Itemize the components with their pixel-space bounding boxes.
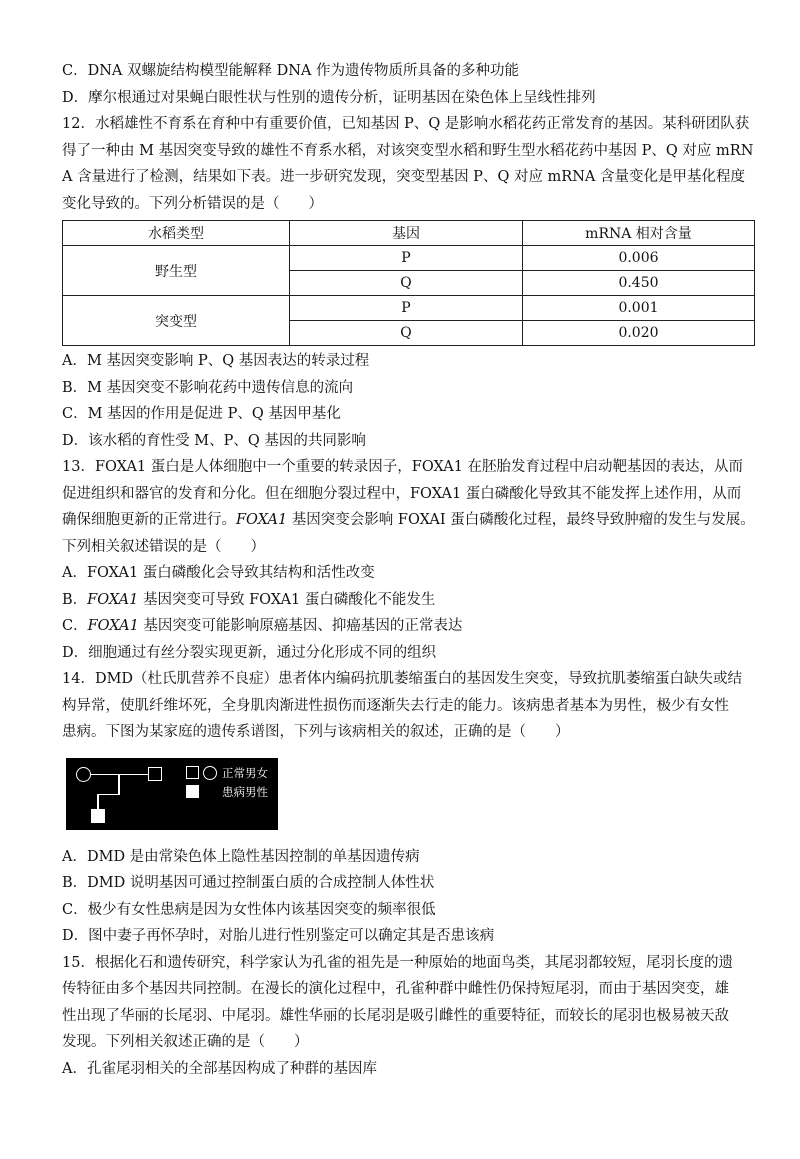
child-line: [97, 794, 99, 810]
q12-stem-line-3: A 含量进行了检测，结果如下表。进一步研究发现，突变型基因 P、Q 对应 mRNA 含量变化是甲基化程度: [62, 169, 745, 185]
table-header-row: [63, 221, 755, 246]
descent-line: [118, 774, 120, 795]
gene-name-italic: FOXA1: [87, 591, 139, 608]
q13-stem-line-2: 促进组织和器官的发育和分化。但在细胞分裂过程中，FOXA1 蛋白磷酸化导致其不能发挥上述作用，从而: [62, 485, 742, 502]
mrna-table: [62, 220, 755, 346]
q12-option-b: B．M 基因突变不影响花药中遗传信息的流向: [62, 379, 354, 396]
mother-circle-icon: [76, 767, 91, 782]
legend-affected-male-icon: [186, 785, 199, 798]
gene-cell: P: [290, 296, 523, 321]
gene-cell: Q: [290, 271, 523, 296]
legend-normal-male-icon: [186, 766, 199, 779]
q11-option-d: D．摩尔根通过对果蝇白眼性状与性别的遗传分析，证明基因在染色体上呈线性排列: [62, 89, 596, 106]
q14-stem-line-2: 构异常，使肌纤维坏死，全身肌肉渐进性损伤而逐渐失去行走的能力。该病患者基本为男性，极少有女性: [62, 697, 729, 714]
q13-option-a: A．FOXA1 蛋白磷酸化会导致其结构和活性改变: [62, 565, 375, 581]
q13-stem-text: 确保细胞更新的正常进行。: [62, 512, 236, 528]
q14-option-d: D．图中妻子再怀孕时，对胎儿进行性别鉴定可以确定其是否患该病: [62, 928, 495, 944]
pedigree-chart: [66, 758, 278, 830]
gene-cell: P: [290, 246, 523, 271]
q15-stem-line-2: 传特征由多个基因共同控制。在漫长的演化过程中，孔雀种群中雌性仍保持短尾羽，而由于基因突变，雄: [62, 981, 729, 997]
q12-option-a: A．M 基因突变影响 P、Q 基因表达的转录过程: [62, 353, 370, 369]
mrna-value-cell: 0.020: [523, 321, 755, 346]
q12-option-d: D．该水稻的育性受 M、P、Q 基因的共同影响: [62, 432, 366, 449]
q13-stem-line-4: 下列相关叙述错误的是（ ）: [62, 538, 265, 555]
q14-stem-line-1: 14．DMD（杜氏肌营养不良症）患者体内编码抗肌萎缩蛋白的基因发生突变，导致抗肌萎缩蛋白缺失或结: [62, 671, 743, 687]
mrna-value-cell: 0.001: [523, 296, 755, 321]
q12-option-c: C．M 基因的作用是促进 P、Q 基因甲基化: [62, 406, 341, 422]
q14-option-b: B．DMD 说明基因可通过控制蛋白质的合成控制人体性状: [62, 875, 435, 891]
legend-normal-label: 正常男女: [222, 765, 268, 780]
header-rice-type: 水稻类型: [63, 221, 290, 246]
mrna-value-cell: 0.006: [523, 246, 755, 271]
q14-option-a: A．DMD 是由常染色体上隐性基因控制的单基因遗传病: [62, 848, 420, 865]
rice-type-cell: 野生型: [63, 246, 290, 296]
option-text: 基因突变可导致 FOXA1 蛋白磷酸化不能发生: [138, 591, 436, 608]
legend-affected-label: 患病男性: [222, 784, 268, 799]
affected-son-square-icon: [91, 809, 105, 823]
q13-stem-line-1: 13．FOXA1 蛋白是人体细胞中一个重要的转录因子，FOXA1 在胚胎发育过程中启动靶基因的表达，从而: [62, 459, 744, 475]
q13-option-c: [62, 613, 754, 640]
q13-option-b: [62, 587, 754, 614]
q15-stem-line-4: 发现。下列相关叙述正确的是（ ）: [62, 1034, 309, 1050]
q14-option-c: C．极少有女性患病是因为女性体内该基因突变的频率很低: [62, 901, 436, 918]
q13-option-d: D．细胞通过有丝分裂实现更新，通过分化形成不同的组织: [62, 644, 437, 661]
q12-stem-line-1: 12．水稻雄性不育系在育种中有重要价值，已知基因 P、Q 是影响水稻花药正常发育的基因。某科研团队获: [62, 116, 750, 132]
header-mrna: mRNA 相对含量: [523, 221, 755, 246]
option-prefix: B．: [62, 591, 88, 608]
sibship-line: [97, 794, 119, 796]
gene-cell: Q: [290, 321, 523, 346]
table-row: [63, 296, 755, 321]
rice-type-cell: 突变型: [63, 296, 290, 346]
table-row: [63, 246, 755, 271]
q11-option-c: C．DNA 双螺旋结构模型能解释 DNA 作为遗传物质所具备的多种功能: [62, 63, 519, 79]
marriage-line: [91, 774, 148, 776]
q12-stem-line-2: 得了一种由 M 基因突变导致的雄性不育系水稻，对该突变型水稻和野生型水稻花药中基因 P、Q 对应 mRN: [62, 142, 754, 159]
mrna-value-cell: 0.450: [523, 271, 755, 296]
gene-name-italic: FOXA1: [87, 618, 139, 634]
gene-name-italic: FOXA1: [236, 512, 288, 528]
q14-stem-line-3: 患病。下图为某家庭的遗传系谱图，下列与该病相关的叙述，正确的是（ ）: [62, 724, 570, 740]
q13-stem-text: 基因突变会影响 FOXAI 蛋白磷酸化过程，最终导致肿瘤的发生与发展。: [287, 512, 755, 528]
q15-stem-line-1: 15．根据化石和遗传研究，科学家认为孔雀的祖先是一种原始的地面鸟类，其尾羽都较短，尾羽长度的遗: [62, 954, 733, 971]
page-content: [62, 58, 754, 1082]
header-gene: 基因: [290, 221, 523, 246]
legend-normal-female-icon: [203, 766, 217, 780]
option-prefix: C．: [62, 618, 88, 634]
q13-stem-line-3: [62, 507, 754, 534]
option-text: 基因突变可能影响原癌基因、抑癌基因的正常表达: [138, 618, 463, 634]
q12-stem-line-4: 变化导致的。下列分析错误的是（ ）: [62, 195, 323, 212]
father-square-icon: [148, 767, 162, 781]
q15-stem-line-3: 性出现了华丽的长尾羽、中尾羽。雄性华丽的长尾羽是吸引雌性的重要特征，而较长的尾羽也极易被天敌: [62, 1007, 729, 1024]
q15-option-a: A．孔雀尾羽相关的全部基因构成了种群的基因库: [62, 1060, 377, 1077]
